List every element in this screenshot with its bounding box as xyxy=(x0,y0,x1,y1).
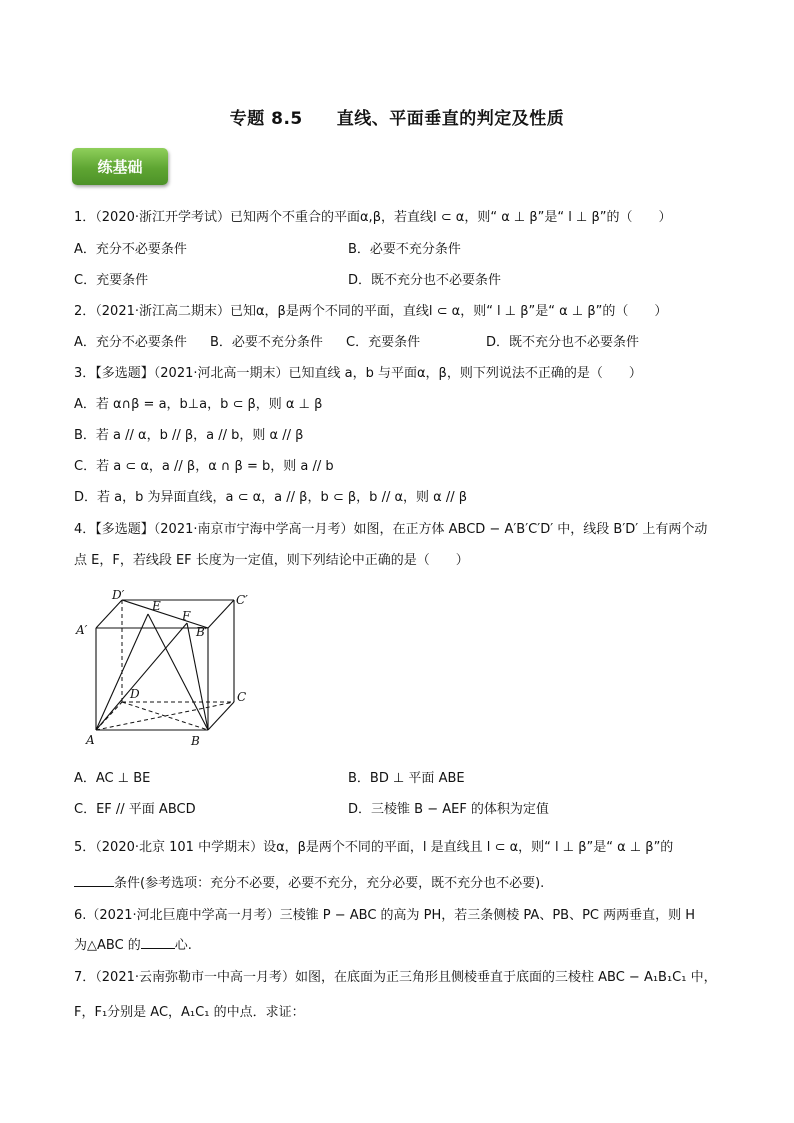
q3-stem: 3．【多选题】（2021·河北高一期末）已知直线 a，b 与平面α，β，则下列说法不正确的是（ ） xyxy=(74,366,642,381)
q1-option-c: C．充要条件 xyxy=(74,273,149,288)
label-d: D xyxy=(130,687,140,701)
q5-blank[interactable] xyxy=(74,874,114,887)
q2-option-a: A．充分不必要条件 xyxy=(74,335,187,350)
page-title xyxy=(0,104,794,129)
q2-option-d: D．既不充分也不必要条件 xyxy=(486,335,640,350)
label-e: E xyxy=(152,599,161,613)
q5-continuation-text: 条件(参考选项：充分不必要，必要不充分，充分必要，既不充分也不必要). xyxy=(114,876,545,891)
q4-stem-line2: 点 E，F，若线段 EF 长度为一定值，则下列结论中正确的是（ ） xyxy=(74,553,469,568)
label-b1: B′ xyxy=(196,625,208,639)
cube-figure xyxy=(74,586,260,752)
q6-continuation xyxy=(74,934,192,953)
q4-option-c: C．EF // 平面 ABCD xyxy=(74,802,196,817)
q7-stem-line1: 7．（2021·云南弥勒市一中高一月考）如图，在底面为正三角形且侧棱垂直于底面的三棱柱 ABC − A₁B₁C₁ 中， xyxy=(74,970,717,985)
label-a1: A′ xyxy=(76,623,88,637)
q6-blank[interactable] xyxy=(141,936,175,949)
q2-stem: 2．（2021·浙江高二期末）已知α，β是两个不同的平面，直线l ⊂ α，则“ l ⊥ β”是“ α ⊥ β”的（ ） xyxy=(74,304,668,319)
label-b: B xyxy=(191,734,200,748)
q4-stem-line1: 4．【多选题】（2021·南京市宁海中学高一月考）如图，在正方体 ABCD − A′B′C′D′ 中，线段 B′D′ 上有两个动 xyxy=(74,522,708,537)
q1-option-d: D．既不充分也不必要条件 xyxy=(348,273,502,288)
q3-option-b: B．若 a // α，b // β，a // b，则 α // β xyxy=(74,428,304,443)
label-f: F xyxy=(182,609,191,623)
q1-stem: 1．（2020·浙江开学考试）已知两个不重合的平面α,β，若直线l ⊂ α，则“ α ⊥ β”是“ l ⊥ β”的（ ） xyxy=(74,210,672,225)
q4-option-a: A．AC ⊥ BE xyxy=(74,771,151,786)
title-number: 专题 8.5 xyxy=(229,109,303,129)
edge-d1-a1 xyxy=(96,600,122,628)
edge-d1-b1 xyxy=(122,600,208,628)
q5-continuation xyxy=(74,872,544,891)
q6-stem: 6.（2021·河北巨鹿中学高一月考）三棱锥 P − ABC 的高为 PH，若三条侧棱 PA、PB、PC 两两垂直，则 H xyxy=(74,908,696,923)
q5-stem: 5．（2020·北京 101 中学期末）设α，β是两个不同的平面，l 是直线且 l ⊂ α，则“ l ⊥ β”是“ α ⊥ β”的 xyxy=(74,840,674,855)
q1-option-a: A．充分不必要条件 xyxy=(74,242,187,257)
q2-option-b: B．必要不充分条件 xyxy=(210,335,323,350)
q6-cont-post: 心. xyxy=(174,938,192,953)
q2-option-c: C．充要条件 xyxy=(346,335,421,350)
label-c1: C′ xyxy=(236,593,248,607)
q3-option-d: D．若 a，b 为异面直线，a ⊂ α，a // β，b ⊂ β，b // α，则 α // β xyxy=(74,490,468,505)
label-a: A xyxy=(86,733,95,747)
title-text: 直线、平面垂直的判定及性质 xyxy=(336,109,565,129)
q3-option-c: C．若 a ⊂ α，a // β，α ∩ β = b，则 a // b xyxy=(74,459,334,474)
label-c: C xyxy=(237,690,247,704)
q1-option-b: B．必要不充分条件 xyxy=(348,242,461,257)
label-d1: D′ xyxy=(112,588,125,602)
q4-option-b: B．BD ⊥ 平面 ABE xyxy=(348,771,465,786)
q3-option-a: A．若 α∩β = a，b⊥a，b ⊂ β，则 α ⊥ β xyxy=(74,397,323,412)
q4-option-d: D．三棱锥 B − AEF 的体积为定值 xyxy=(348,802,549,817)
section-badge: 练基础 xyxy=(72,148,168,185)
q2-options xyxy=(74,331,639,350)
q7-stem-line2: F，F₁分别是 AC，A₁C₁ 的中点．求证： xyxy=(74,1005,305,1020)
edge-b-f xyxy=(187,623,208,730)
edge-b-c xyxy=(208,702,234,730)
edge-b1-c1 xyxy=(208,600,234,628)
q6-cont-pre: 为△ABC 的 xyxy=(74,938,141,953)
